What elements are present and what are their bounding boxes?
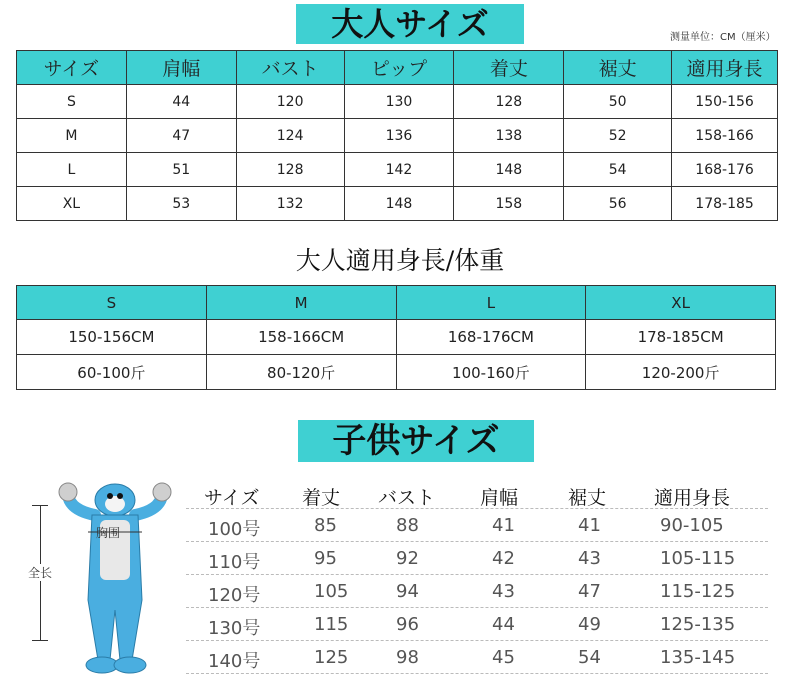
length-label: 全长	[28, 566, 53, 580]
kids-cell: 100号	[208, 519, 261, 540]
kids-cell: 130号	[208, 618, 261, 639]
kids-cell: 90-105	[660, 515, 724, 536]
size-header-cell: バスト	[236, 51, 344, 85]
kids-cell: 98	[396, 647, 419, 668]
kids-cell: 140号	[208, 651, 261, 672]
size-cell: 52	[564, 119, 672, 153]
kids-row	[186, 641, 768, 674]
kids-cell: 110号	[208, 552, 261, 573]
fit-height-row	[17, 320, 776, 355]
fit-header-cell: L	[396, 286, 586, 320]
kids-header-cell: サイズ	[204, 487, 260, 509]
kids-cell: 92	[396, 548, 419, 569]
costume-illustration	[40, 480, 190, 690]
size-cell: 148	[454, 153, 564, 187]
size-cell: 168-176	[672, 153, 778, 187]
size-cell: 130	[344, 85, 454, 119]
kids-cell: 105	[314, 581, 349, 602]
kids-header-cell: 裾丈	[568, 487, 607, 509]
size-cell: 56	[564, 187, 672, 221]
kids-cell: 42	[492, 548, 515, 569]
length-bottom-tick	[32, 640, 48, 641]
kids-size-title: 子供サイズ	[298, 420, 534, 462]
size-cell: 158	[454, 187, 564, 221]
size-cell: 47	[126, 119, 236, 153]
unit-note: 测量单位：CM（厘米）	[670, 32, 776, 43]
fit-height-cell: 178-185CM	[586, 320, 776, 355]
size-header-cell: サイズ	[17, 51, 127, 85]
size-cell: 124	[236, 119, 344, 153]
fit-weight-row	[17, 355, 776, 390]
size-header-cell: 着丈	[454, 51, 564, 85]
kids-cell: 85	[314, 515, 337, 536]
fit-header-cell: S	[17, 286, 207, 320]
size-row	[17, 85, 778, 119]
kids-cell: 43	[492, 581, 515, 602]
kids-cell: 88	[396, 515, 419, 536]
size-cell: 50	[564, 85, 672, 119]
size-header-cell: 裾丈	[564, 51, 672, 85]
size-cell: 54	[564, 153, 672, 187]
kids-cell: 44	[492, 614, 515, 635]
kids-cell: 49	[578, 614, 601, 635]
kids-cell: 135-145	[660, 647, 736, 668]
size-cell: 148	[344, 187, 454, 221]
fit-height-cell: 150-156CM	[17, 320, 207, 355]
kids-header-cell: 適用身長	[654, 487, 731, 509]
adult-fit-table	[16, 285, 776, 390]
length-top-tick	[32, 505, 48, 506]
size-row	[17, 153, 778, 187]
costume-figure	[40, 480, 190, 690]
size-cell: S	[17, 85, 127, 119]
fit-weight-cell: 80-120斤	[206, 355, 396, 390]
adult-fit-title: 大人適用身長/体重	[295, 246, 505, 275]
size-row	[17, 119, 778, 153]
kids-header-cell: 着丈	[302, 487, 341, 509]
size-cell: 53	[126, 187, 236, 221]
size-cell: 178-185	[672, 187, 778, 221]
size-cell: 150-156	[672, 85, 778, 119]
kids-cell: 95	[314, 548, 337, 569]
size-cell: L	[17, 153, 127, 187]
kids-cell: 115	[314, 614, 349, 635]
size-cell: 51	[126, 153, 236, 187]
kids-cell: 41	[492, 515, 515, 536]
size-cell: 138	[454, 119, 564, 153]
size-cell: 120	[236, 85, 344, 119]
fit-weight-cell: 100-160斤	[396, 355, 586, 390]
size-header-cell: ピップ	[344, 51, 454, 85]
kids-cell: 105-115	[660, 548, 736, 569]
kids-cell: 41	[578, 515, 601, 536]
kids-cell: 96	[396, 614, 419, 635]
size-header-cell: 適用身長	[672, 51, 778, 85]
adult-size-table	[16, 50, 778, 221]
kids-cell: 54	[578, 647, 601, 668]
size-row	[17, 187, 778, 221]
adult-size-title: 大人サイズ	[296, 4, 524, 44]
size-cell: 128	[454, 85, 564, 119]
size-cell: M	[17, 119, 127, 153]
kids-cell: 94	[396, 581, 419, 602]
size-cell: 142	[344, 153, 454, 187]
size-cell: 132	[236, 187, 344, 221]
kids-cell: 115-125	[660, 581, 736, 602]
size-cell: 44	[126, 85, 236, 119]
size-cell: 128	[236, 153, 344, 187]
size-header-cell: 肩幅	[126, 51, 236, 85]
fit-header-cell: XL	[586, 286, 776, 320]
kids-row	[186, 608, 768, 641]
kids-header-cell: バスト	[378, 487, 436, 509]
fit-header-cell: M	[206, 286, 396, 320]
kids-row	[186, 542, 768, 575]
kids-cell: 43	[578, 548, 601, 569]
fit-height-cell: 158-166CM	[206, 320, 396, 355]
kids-row	[186, 575, 768, 608]
fit-weight-cell: 120-200斤	[586, 355, 776, 390]
kids-row	[186, 509, 768, 542]
kids-cell: 125-135	[660, 614, 736, 635]
size-cell: 158-166	[672, 119, 778, 153]
kids-header-cell: 肩幅	[480, 487, 519, 509]
chest-label: 胸围	[96, 526, 121, 540]
kids-cell: 120号	[208, 585, 261, 606]
fit-height-cell: 168-176CM	[396, 320, 586, 355]
size-cell: 136	[344, 119, 454, 153]
fit-weight-cell: 60-100斤	[17, 355, 207, 390]
size-cell: XL	[17, 187, 127, 221]
kids-cell: 125	[314, 647, 349, 668]
kids-cell: 47	[578, 581, 601, 602]
kids-cell: 45	[492, 647, 515, 668]
